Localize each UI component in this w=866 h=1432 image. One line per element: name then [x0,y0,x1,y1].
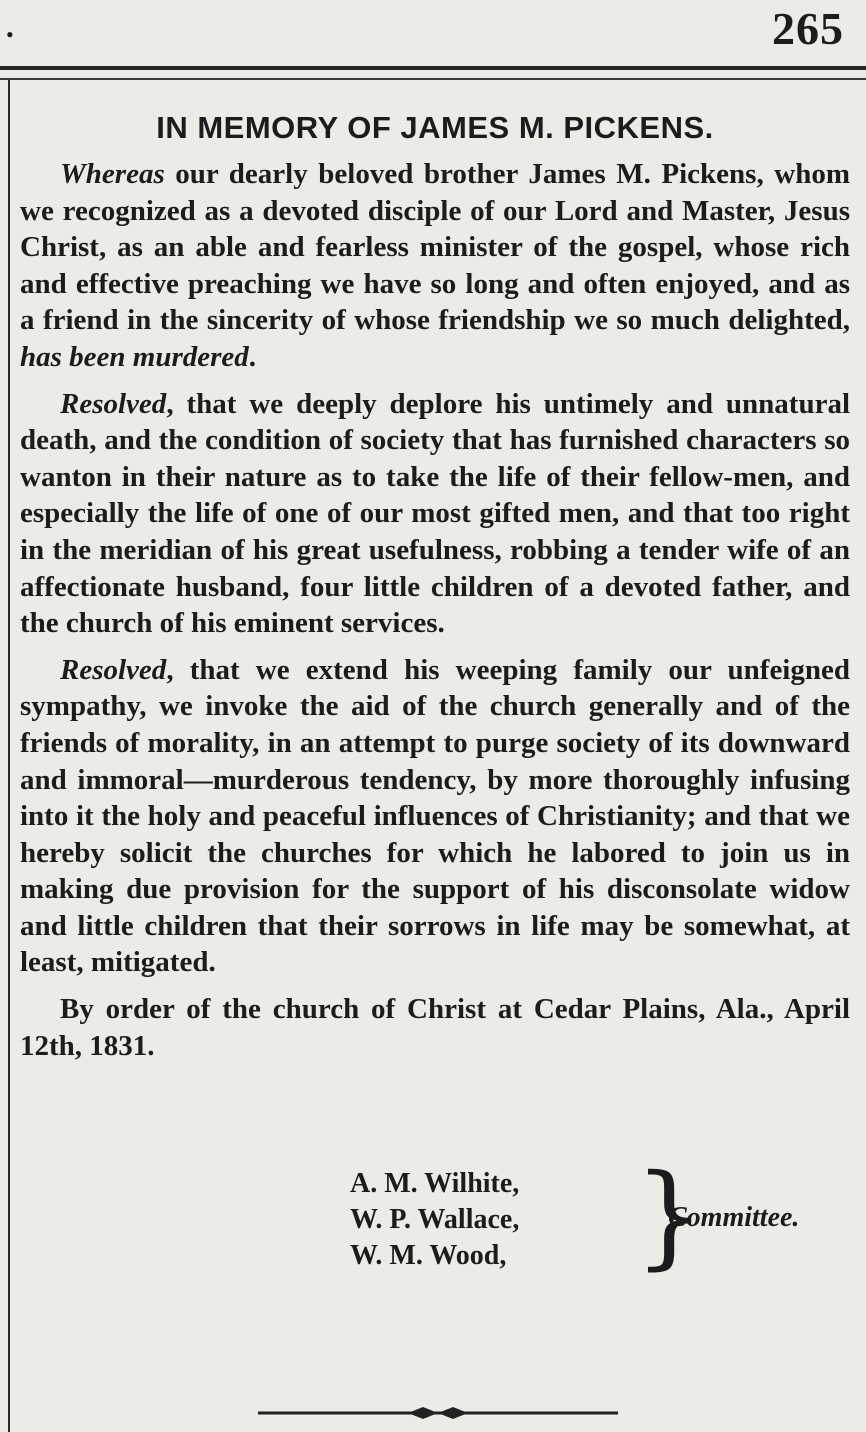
committee-member: W. P. Wallace, [350,1204,520,1235]
memorial-article [20,92,850,1064]
paragraph-resolved-2 [20,652,850,981]
column-left-border [8,80,10,1432]
page-number: 265 [772,3,844,54]
paragraph-lead: Whereas [60,158,165,190]
signoff-paragraph: By order of the church of Christ at Cedar Plains, Ala., April 12th, 1831. [20,993,850,1062]
top-rule-thick [0,66,866,70]
committee-member: W. M. Wood, [350,1240,507,1271]
paragraph-text: , that we deeply deplore his untimely and unnatural death, and the condition of society that has furnished characters so wanton in their nature as to take the life of their fellow-men, and especially the life of one of our most gifted men, and that too right in the meridian of his great usefulness, robbing a tender wife of an affectionate husband, four little children of a devoted father, and the church of his eminent services. [20,387,850,640]
ornamental-divider-icon [258,1404,618,1422]
paragraph-whereas [20,156,850,376]
top-rule-thin [0,78,866,80]
paragraph-lead: Resolved [60,387,167,420]
committee-signatures [350,1151,850,1281]
committee-names [350,1166,519,1274]
committee-member: A. M. Wilhite, [350,1168,520,1199]
paragraph-lead: Resolved [60,653,167,686]
right-brace-icon: } [634,1151,706,1281]
paragraph-emphasis: has been murdered [20,340,249,373]
paragraph-end: . [248,340,257,373]
article-headline: IN MEMORY OF JAMES M. PICKENS. [156,110,714,145]
margin-dot: • [6,22,14,47]
committee-label: Committee. [668,1202,800,1233]
paragraph-resolved-1 [20,386,850,642]
paragraph-text: , that we extend his weeping family our unfeigned sympathy, we invoke the aid of the church generally and of the friends of morality, in an attempt to purge society of its downward and immoral—murderous tendency, by more thoroughly infusing into it the holy and peaceful influences of Christianity; and that we hereby solicit the churches for which he labored to join us in making due provision for the support of his disconsolate widow and little children that their sorrows in life may be somewhat, at least, mitigated. [20,653,850,979]
paragraph-text: our dearly beloved brother James M. Pickens, whom we recognized as a devoted disciple of our Lord and Master, Jesus Christ, as an able and fearless minister of the gospel, whose rich and effective preaching we have so long and often enjoyed, and as a friend in the sincerity of whose friendship we so much delighted, [20,158,850,337]
